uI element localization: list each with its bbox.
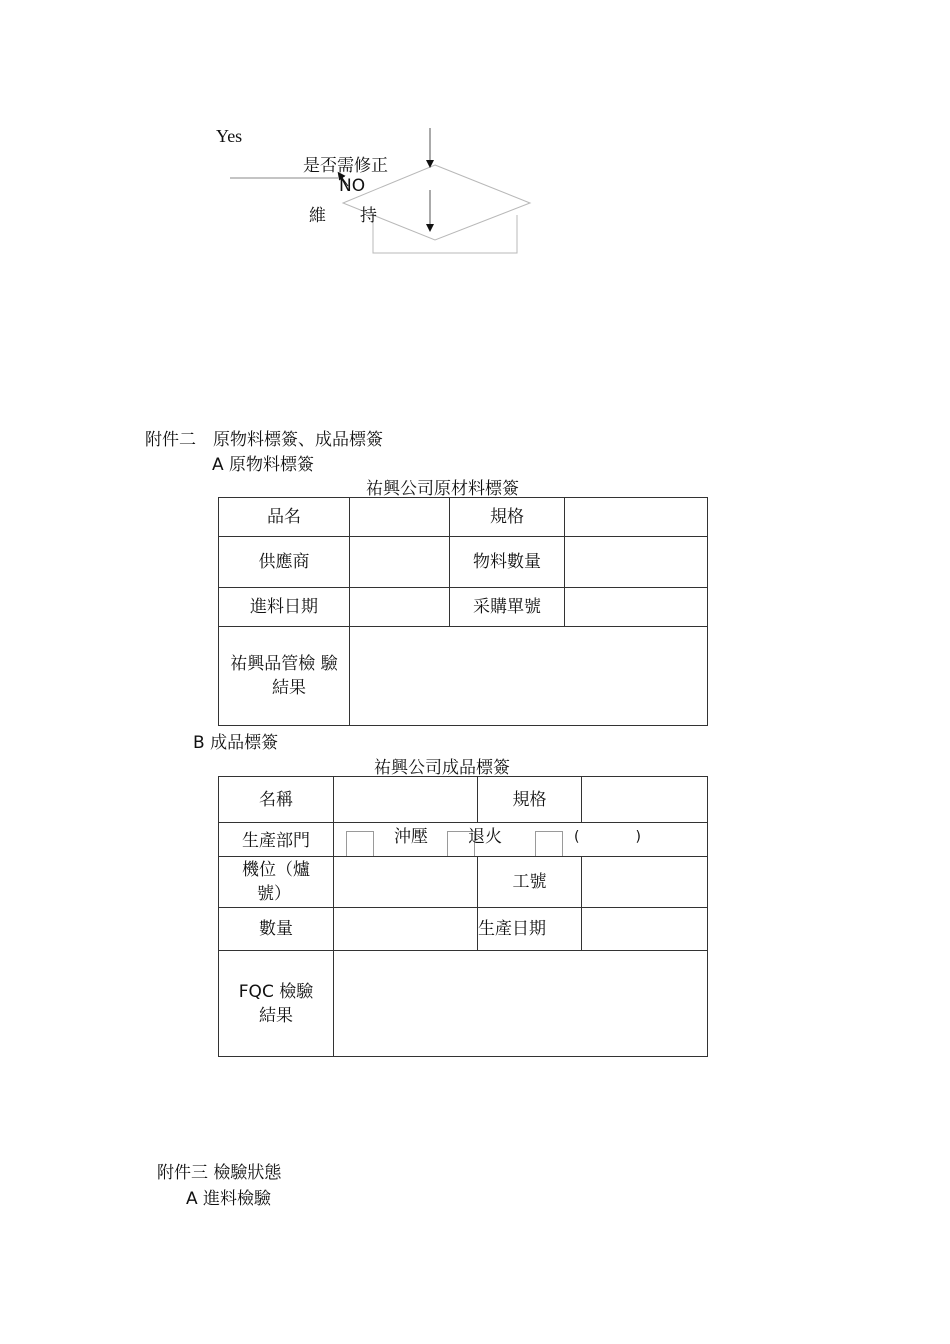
quantity-label: 物料數量 [450,537,565,588]
prod-date-label: 生產日期 [478,908,582,951]
po-number-label: 采購單號 [450,588,565,627]
section-b-heading: B 成品標簽 [193,733,279,753]
qc-result-line1: 祐興品管檢 驗 [230,654,338,674]
appendix3-heading: 附件三 檢驗狀態 [157,1163,282,1183]
no-label: NO [339,176,366,196]
supplier-value[interactable] [350,537,450,588]
product-name-label: 品名 [219,498,350,537]
appendix2-heading: 附件二 原物料標簽、成品標簽 [145,430,383,450]
work-no-value[interactable] [582,857,708,908]
dept-label: 生產部門 [219,823,334,857]
work-no-label: 工號 [478,857,582,908]
table-row [219,627,708,726]
spec-value[interactable] [565,498,708,537]
table-row [219,777,708,823]
table-row [219,588,708,627]
incoming-date-label: 進料日期 [219,588,350,627]
fg-spec-value[interactable] [582,777,708,823]
table-row [219,498,708,537]
flowchart-lines [0,0,950,300]
table-row [219,857,708,908]
supplier-label: 供應商 [219,537,350,588]
table-row [219,951,708,1057]
machine-line1: 機位（爐 [242,860,310,880]
fg-quantity-label: 數量 [219,908,334,951]
decision-label: 是否需修正 [303,156,388,176]
fg-name-label: 名稱 [219,777,334,823]
po-number-value[interactable] [565,588,708,627]
finished-goods-label-table [218,776,708,1057]
fg-label-title: 祐興公司成品標簽 [374,758,510,778]
yes-label: Yes [216,126,243,146]
other-checkbox[interactable] [535,823,563,856]
section-a-heading: A 原物料標簽 [212,455,315,475]
maintain-box [373,215,517,253]
machine-label [219,857,334,908]
stamping-option-label: 沖壓 [394,827,428,847]
product-name-value[interactable] [350,498,450,537]
fg-spec-label: 規格 [478,777,582,823]
qc-result-line2: 結果 [272,678,306,698]
machine-value[interactable] [334,857,478,908]
stamping-checkbox[interactable] [346,823,374,856]
fg-quantity-value[interactable] [334,908,478,951]
incoming-date-value[interactable] [350,588,450,627]
fqc-line1: FQC 檢驗 [238,981,314,1002]
fg-name-value[interactable] [334,777,478,823]
maintain-label: 維 持 [309,206,377,226]
fqc-result-value[interactable] [334,951,708,1057]
raw-label-title: 祐興公司原材料標簽 [366,479,519,499]
raw-material-label-table [218,497,708,726]
table-row [219,908,708,951]
dept-options [334,823,708,857]
spec-label: 規格 [450,498,565,537]
machine-line2: 號） [257,884,291,904]
table-row [219,537,708,588]
appendix3-section-a: A 進料檢驗 [186,1189,272,1209]
prod-date-value[interactable] [582,908,708,951]
qc-result-label [219,627,350,726]
fqc-line2: 結果 [259,1005,293,1026]
table-row [219,823,708,857]
fqc-result-label [219,951,334,1057]
quantity-value[interactable] [565,537,708,588]
annealing-option-label: 退火 [468,827,502,847]
other-option-blank: ( ) [574,829,641,845]
qc-result-value[interactable] [350,627,708,726]
